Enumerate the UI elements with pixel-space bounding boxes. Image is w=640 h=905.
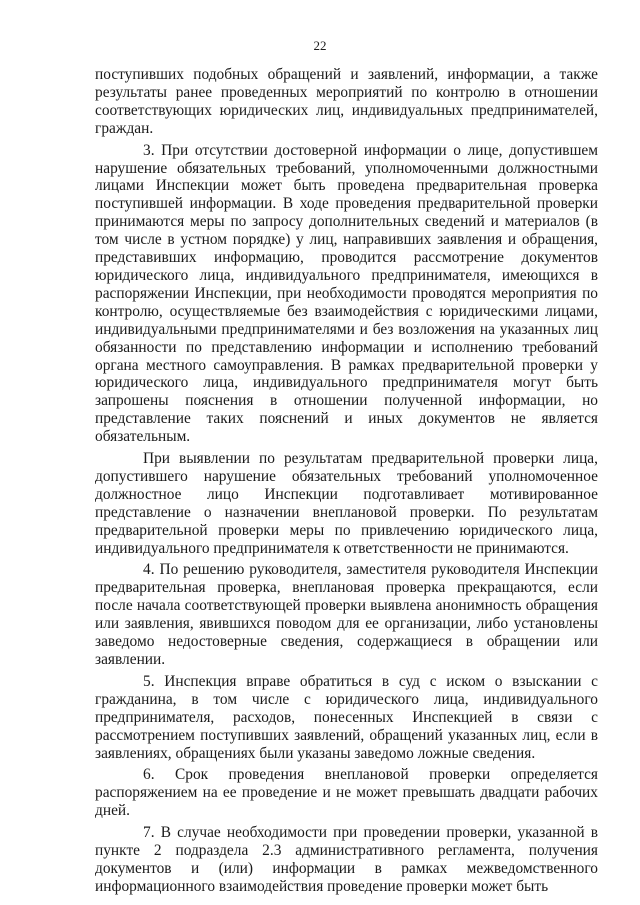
document-body — [95, 66, 598, 900]
paragraph-item-5: 5. Инспекция вправе обратиться в суд с иском о взыскании с гражданина, в том числе с юридического лица, индивидуального предпринимателя, расходов, понесенных Инспекцией в связи с рассмотрением поступивших заявлений, обращений указанных лиц, если в заявлениях, обращениях были указаны заведомо ложные сведения. — [95, 672, 598, 762]
paragraph-item-7: 7. В случае необходимости при проведении проверки, указанной в пункте 2 подраздела 2.3 административного регламента, получения документов и (или) информации в рамках межведомственного информационного взаимодействия проведение проверки может быть — [95, 824, 598, 895]
paragraph-item-3: 3. При отсутствии достоверной информации о лице, допустившем нарушение обязательных требований, уполномоченными должностными лицами Инспекции может быть проведена предварительная проверка поступившей информации. В ходе проведения предварительной проверки принимаются меры по запросу дополнительных сведений и материалов (в том числе в устном порядке) у лиц, направивших заявления и обращения, представивших информацию, проводится рассмотрение документов юридического лица, индивидуального предпринимателя, имеющихся в распоряжении Инспекции, при необходимости проводятся мероприятия по контролю, осуществляемые без взаимодействия с юридическими лицами, индивидуальными предпринимателями и без возложения на указанных лиц обязанности по представлению информации и исполнению требований органа местного самоуправления. В рамках предварительной проверки у юридического лица, индивидуального предпринимателя могут быть запрошены пояснения в отношении полученной информации, но представление таких пояснений и иных документов не является обязательным. — [95, 141, 598, 446]
paragraph-item-3-continued: При выявлении по результатам предварительной проверки лица, допустившего нарушение обязательных требований уполномоченное должностное лицо Инспекции подготавливает мотивированное представление о назначении внеплановой проверки. По результатам предварительной проверки меры по привлечению юридического лица, индивидуального предпринимателя к ответственности не принимаются. — [95, 450, 598, 557]
paragraph-item-6: 6. Срок проведения внеплановой проверки определяется распоряжением на ее проведение и не может превышать двадцати рабочих дней. — [95, 766, 598, 820]
paragraph-item-4: 4. По решению руководителя, заместителя руководителя Инспекции предварительная проверка, внеплановая проверка прекращаются, если после начала соответствующей проверки выявлена анонимность обращения или заявления, явившихся поводом для ее организации, либо установлены заведомо недостоверные сведения, содержащиеся в обращении или заявлении. — [95, 561, 598, 668]
page-number: 22 — [313, 38, 327, 53]
paragraph-continuation: поступивших подобных обращений и заявлений, информации, а также результаты ранее проведенных мероприятий по контролю в отношении соответствующих юридических лиц, индивидуальных предпринимателей, граждан. — [95, 66, 598, 137]
